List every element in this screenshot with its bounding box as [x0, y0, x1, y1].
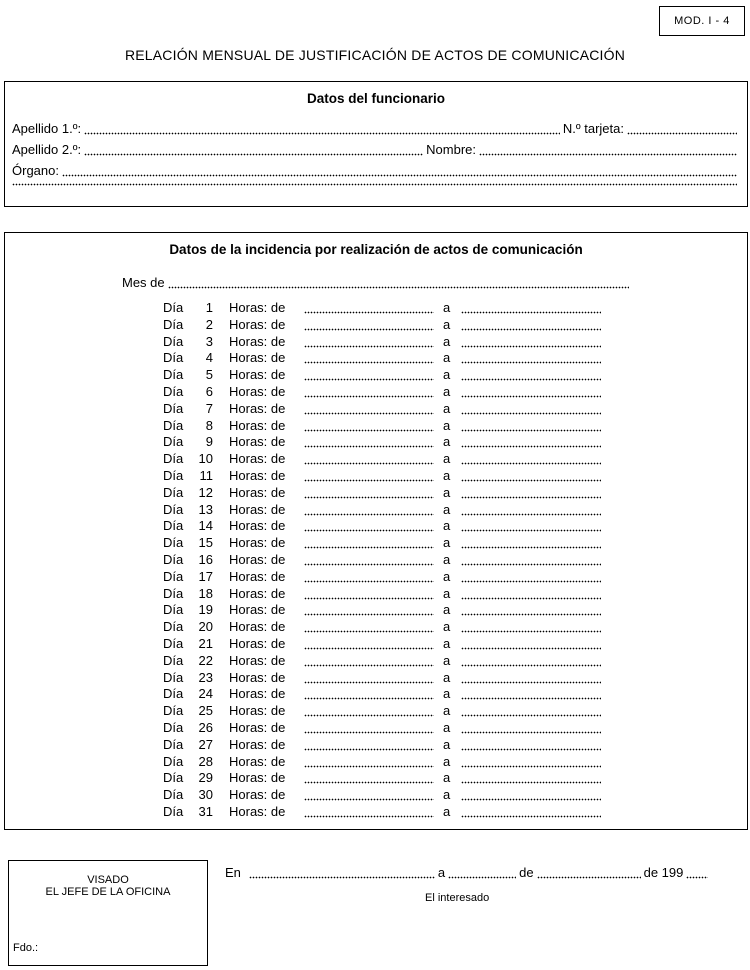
- day-number: 13: [198, 501, 213, 517]
- hora-hasta-field[interactable]: [461, 412, 601, 415]
- day-number: 5: [205, 367, 213, 383]
- day-row: [163, 803, 604, 820]
- hasta-label: a: [443, 636, 451, 651]
- day-label: Día: [163, 636, 184, 651]
- day-row: [163, 433, 604, 450]
- hora-hasta-field[interactable]: [461, 361, 601, 364]
- hora-hasta-field[interactable]: [461, 479, 601, 482]
- day-label: Día: [163, 501, 184, 517]
- hora-hasta-field[interactable]: [461, 681, 601, 684]
- day-number: 24: [198, 686, 213, 702]
- hora-hasta-field[interactable]: [461, 328, 601, 331]
- hora-hasta-field[interactable]: [461, 529, 601, 532]
- day-label: Día: [163, 602, 184, 618]
- hora-desde-field[interactable]: [304, 546, 434, 549]
- day-row: [163, 635, 604, 652]
- hora-hasta-field[interactable]: [461, 597, 601, 600]
- horas-label: Horas: de: [229, 619, 286, 635]
- hora-hasta-field[interactable]: [461, 563, 601, 566]
- hora-hasta-field[interactable]: [461, 311, 601, 314]
- day-row: [163, 685, 604, 702]
- day-number: 15: [198, 535, 213, 551]
- day-label: Día: [163, 451, 184, 467]
- nombre-field[interactable]: [479, 153, 737, 156]
- fdo-label: Fdo.:: [13, 942, 39, 954]
- organo-row: [12, 163, 740, 179]
- horas-label: Horas: de: [229, 568, 286, 584]
- day-row: [163, 618, 604, 635]
- hasta-label: a: [443, 619, 451, 635]
- hasta-label: a: [443, 417, 451, 433]
- day-row: [163, 517, 604, 534]
- horas-label: Horas: de: [229, 451, 286, 467]
- day-row: [163, 299, 604, 316]
- day-row: [163, 585, 604, 602]
- horas-label: Horas: de: [229, 535, 286, 551]
- day-number: 29: [198, 770, 213, 786]
- horas-label: Horas: de: [229, 367, 286, 383]
- hora-hasta-field[interactable]: [461, 748, 601, 751]
- hasta-label: a: [443, 787, 451, 803]
- day-label: Día: [163, 350, 184, 366]
- day-row: [163, 753, 604, 770]
- hasta-label: a: [443, 686, 451, 702]
- horas-label: Horas: de: [229, 484, 286, 500]
- day-label: Día: [163, 568, 184, 584]
- hasta-label: a: [443, 703, 451, 719]
- day-label: Día: [163, 300, 184, 315]
- hora-desde-field[interactable]: [304, 395, 434, 398]
- apellido1-label: Apellido 1.º:: [12, 121, 82, 136]
- day-row: [163, 568, 604, 585]
- nombre-label: Nombre:: [426, 142, 476, 157]
- horas-label: Horas: de: [229, 736, 286, 752]
- horas-label: Horas: de: [229, 501, 286, 517]
- hora-desde-field[interactable]: [304, 345, 434, 348]
- hora-desde-field[interactable]: [304, 647, 434, 650]
- hasta-label: a: [443, 585, 451, 601]
- hora-desde-field[interactable]: [304, 798, 434, 801]
- hasta-label: a: [443, 535, 451, 551]
- apellido1-row: [12, 121, 740, 137]
- day-label: Día: [163, 585, 184, 601]
- day-row: [163, 601, 604, 618]
- day-row: [163, 383, 604, 400]
- hora-desde-field[interactable]: [304, 378, 434, 381]
- hora-desde-field[interactable]: [304, 681, 434, 684]
- tarjeta-field[interactable]: [627, 132, 737, 135]
- hora-hasta-field[interactable]: [461, 445, 601, 448]
- hasta-label: a: [443, 669, 451, 685]
- hora-desde-field[interactable]: [304, 765, 434, 768]
- hora-desde-field[interactable]: [304, 445, 434, 448]
- day-row: [163, 333, 604, 350]
- horas-label: Horas: de: [229, 703, 286, 719]
- year-field[interactable]: [686, 876, 708, 879]
- day-row: [163, 669, 604, 686]
- day-number: 26: [198, 720, 213, 735]
- hasta-label: a: [443, 770, 451, 786]
- day-number: 1: [205, 300, 213, 315]
- day-number: 18: [198, 585, 213, 601]
- day-number: 14: [198, 518, 213, 534]
- hasta-label: a: [443, 736, 451, 752]
- hora-desde-field[interactable]: [304, 580, 434, 583]
- hora-desde-field[interactable]: [304, 664, 434, 667]
- incidencia-heading: Datos de la incidencia por realización de actos de comunicación: [169, 242, 583, 257]
- day-label: Día: [163, 669, 184, 685]
- lugar-field[interactable]: [249, 876, 435, 879]
- day-row: [163, 786, 604, 803]
- day-label: Día: [163, 468, 184, 483]
- day-label: Día: [163, 753, 184, 769]
- hora-hasta-field[interactable]: [461, 731, 601, 734]
- hora-desde-field[interactable]: [304, 361, 434, 364]
- day-label: Día: [163, 787, 184, 803]
- horas-label: Horas: de: [229, 417, 286, 433]
- horas-label: Horas: de: [229, 636, 286, 651]
- day-number: 22: [198, 652, 213, 668]
- hasta-label: a: [443, 333, 451, 349]
- hora-desde-field[interactable]: [304, 697, 434, 700]
- day-number: 31: [198, 804, 213, 819]
- visado-title: VISADO: [87, 874, 129, 886]
- day-row: [163, 400, 604, 417]
- hora-hasta-field[interactable]: [461, 647, 601, 650]
- horas-label: Horas: de: [229, 468, 286, 483]
- horas-label: Horas: de: [229, 552, 286, 567]
- horas-label: Horas: de: [229, 316, 286, 332]
- apellido2-row: [12, 142, 740, 158]
- day-label: Día: [163, 736, 184, 752]
- mes-label: Mes de: [122, 275, 165, 290]
- horas-label: Horas: de: [229, 300, 286, 315]
- hasta-label: a: [443, 552, 451, 567]
- day-number: 16: [198, 552, 213, 567]
- hora-hasta-field[interactable]: [461, 513, 601, 516]
- day-row: [163, 702, 604, 719]
- lugar-fecha-row: [225, 865, 745, 881]
- horas-label: Horas: de: [229, 333, 286, 349]
- hora-hasta-field[interactable]: [461, 630, 601, 633]
- hasta-label: a: [443, 568, 451, 584]
- hora-desde-field[interactable]: [304, 563, 434, 566]
- hora-desde-field[interactable]: [304, 815, 434, 818]
- day-number: 28: [198, 753, 213, 769]
- day-number: 10: [198, 451, 213, 467]
- hora-desde-field[interactable]: [304, 496, 434, 499]
- apellido2-field[interactable]: [84, 153, 423, 156]
- hora-hasta-field[interactable]: [461, 613, 601, 616]
- organo-label: Órgano:: [12, 163, 59, 178]
- day-label: Día: [163, 434, 184, 450]
- hora-desde-field[interactable]: [304, 479, 434, 482]
- dia-field[interactable]: [448, 876, 516, 879]
- day-row: [163, 467, 604, 484]
- day-label: Día: [163, 686, 184, 702]
- hora-desde-field[interactable]: [304, 613, 434, 616]
- hora-desde-field[interactable]: [304, 462, 434, 465]
- horas-label: Horas: de: [229, 753, 286, 769]
- tarjeta-label: N.º tarjeta:: [562, 121, 624, 136]
- day-row: [163, 417, 604, 434]
- hora-desde-field[interactable]: [304, 529, 434, 532]
- hora-hasta-field[interactable]: [461, 697, 601, 700]
- day-number: 23: [198, 669, 213, 685]
- day-row: [163, 736, 604, 753]
- hora-hasta-field[interactable]: [461, 546, 601, 549]
- day-label: Día: [163, 703, 184, 719]
- horas-label: Horas: de: [229, 804, 286, 819]
- day-label: Día: [163, 652, 184, 668]
- day-row: [163, 450, 604, 467]
- day-label: Día: [163, 384, 184, 399]
- day-number: 7: [205, 400, 213, 416]
- day-label: Día: [163, 417, 184, 433]
- day-row: [163, 769, 604, 786]
- day-number: 6: [205, 384, 213, 399]
- day-number: 4: [205, 350, 213, 366]
- interesado-label: El interesado: [425, 892, 490, 904]
- hasta-label: a: [443, 468, 451, 483]
- horas-label: Horas: de: [229, 400, 286, 416]
- hora-hasta-field[interactable]: [461, 395, 601, 398]
- model-code: MOD. I - 4: [674, 15, 730, 27]
- horas-label: Horas: de: [229, 787, 286, 803]
- hora-hasta-field[interactable]: [461, 815, 601, 818]
- year-label: de 199: [643, 865, 684, 880]
- horas-label: Horas: de: [229, 720, 286, 735]
- model-code-box: [659, 6, 745, 36]
- organo-field[interactable]: [62, 174, 737, 177]
- hasta-label: a: [443, 434, 451, 450]
- hora-hasta-field[interactable]: [461, 378, 601, 381]
- day-label: Día: [163, 804, 184, 819]
- hora-hasta-field[interactable]: [461, 798, 601, 801]
- hora-desde-field[interactable]: [304, 311, 434, 314]
- organo-continuation-row: [12, 183, 740, 188]
- day-number: 8: [205, 417, 213, 433]
- hasta-label: a: [443, 367, 451, 383]
- hasta-label: a: [443, 804, 451, 819]
- hora-desde-field[interactable]: [304, 731, 434, 734]
- day-row: [163, 366, 604, 383]
- horas-label: Horas: de: [229, 770, 286, 786]
- day-label: Día: [163, 535, 184, 551]
- horas-label: Horas: de: [229, 669, 286, 685]
- day-number: 25: [198, 703, 213, 719]
- day-row: [163, 501, 604, 518]
- hasta-label: a: [443, 484, 451, 500]
- day-number: 20: [198, 619, 213, 635]
- day-row: [163, 316, 604, 333]
- hora-desde-field[interactable]: [304, 328, 434, 331]
- day-number: 30: [198, 787, 213, 803]
- day-number: 12: [198, 484, 213, 500]
- horas-label: Horas: de: [229, 384, 286, 399]
- hasta-label: a: [443, 384, 451, 399]
- apellido2-label: Apellido 2.º:: [12, 142, 82, 157]
- day-label: Día: [163, 400, 184, 416]
- mes-firma-field[interactable]: [537, 876, 641, 879]
- day-row: [163, 534, 604, 551]
- day-number: 9: [205, 434, 213, 450]
- hasta-label: a: [443, 451, 451, 467]
- day-label: Día: [163, 619, 184, 635]
- hora-hasta-field[interactable]: [461, 664, 601, 667]
- hasta-label: a: [443, 518, 451, 534]
- hora-desde-field[interactable]: [304, 412, 434, 415]
- hora-desde-field[interactable]: [304, 429, 434, 432]
- funcionario-section: [4, 81, 748, 207]
- day-number: 17: [198, 568, 213, 584]
- day-label: Día: [163, 720, 184, 735]
- horas-label: Horas: de: [229, 434, 286, 450]
- hora-hasta-field[interactable]: [461, 714, 601, 717]
- day-row: [163, 719, 604, 736]
- hasta-label: a: [443, 316, 451, 332]
- hasta-label: a: [443, 753, 451, 769]
- day-row: [163, 484, 604, 501]
- document-title: RELACIÓN MENSUAL DE JUSTIFICACIÓN DE ACTOS DE COMUNICACIÓN: [124, 47, 626, 63]
- day-label: Día: [163, 367, 184, 383]
- hasta-label: a: [443, 300, 451, 315]
- hora-desde-field[interactable]: [304, 748, 434, 751]
- hora-desde-field[interactable]: [304, 513, 434, 516]
- day-label: Día: [163, 770, 184, 786]
- day-number: 2: [205, 316, 213, 332]
- hasta-label: a: [443, 720, 451, 735]
- incidencia-section: [4, 232, 748, 830]
- en-label: En: [225, 865, 241, 880]
- funcionario-heading: Datos del funcionario: [306, 91, 445, 106]
- hora-hasta-field[interactable]: [461, 496, 601, 499]
- hora-hasta-field[interactable]: [461, 345, 601, 348]
- day-row: [163, 652, 604, 669]
- a-label: a: [437, 865, 446, 880]
- hora-hasta-field[interactable]: [461, 781, 601, 784]
- horas-label: Horas: de: [229, 652, 286, 668]
- hora-hasta-field[interactable]: [461, 580, 601, 583]
- hora-hasta-field[interactable]: [461, 765, 601, 768]
- de-label: de: [519, 865, 534, 880]
- organo-field-continuation[interactable]: [12, 183, 737, 186]
- mes-field[interactable]: [168, 286, 629, 289]
- day-number: 19: [198, 602, 213, 618]
- mes-row: [122, 275, 632, 291]
- hora-hasta-field[interactable]: [461, 429, 601, 432]
- hora-desde-field[interactable]: [304, 714, 434, 717]
- hasta-label: a: [443, 501, 451, 517]
- hasta-label: a: [443, 350, 451, 366]
- hora-desde-field[interactable]: [304, 781, 434, 784]
- hora-hasta-field[interactable]: [461, 462, 601, 465]
- day-number: 11: [199, 468, 213, 483]
- hasta-label: a: [443, 400, 451, 416]
- day-row: [163, 349, 604, 366]
- hora-desde-field[interactable]: [304, 630, 434, 633]
- hasta-label: a: [443, 652, 451, 668]
- visado-box: [8, 860, 208, 966]
- hora-desde-field[interactable]: [304, 597, 434, 600]
- horas-label: Horas: de: [229, 602, 286, 618]
- jefe-oficina-label: EL JEFE DE LA OFICINA: [45, 886, 171, 898]
- day-label: Día: [163, 552, 184, 567]
- day-number: 21: [198, 636, 213, 651]
- horas-label: Horas: de: [229, 350, 286, 366]
- apellido1-field[interactable]: [84, 132, 560, 135]
- day-label: Día: [163, 518, 184, 534]
- day-label: Día: [163, 333, 184, 349]
- horas-label: Horas: de: [229, 686, 286, 702]
- horas-label: Horas: de: [229, 518, 286, 534]
- hasta-label: a: [443, 602, 451, 618]
- day-label: Día: [163, 316, 184, 332]
- day-row: [163, 551, 604, 568]
- day-number: 3: [205, 333, 213, 349]
- day-label: Día: [163, 484, 184, 500]
- horas-label: Horas: de: [229, 585, 286, 601]
- day-number: 27: [198, 736, 213, 752]
